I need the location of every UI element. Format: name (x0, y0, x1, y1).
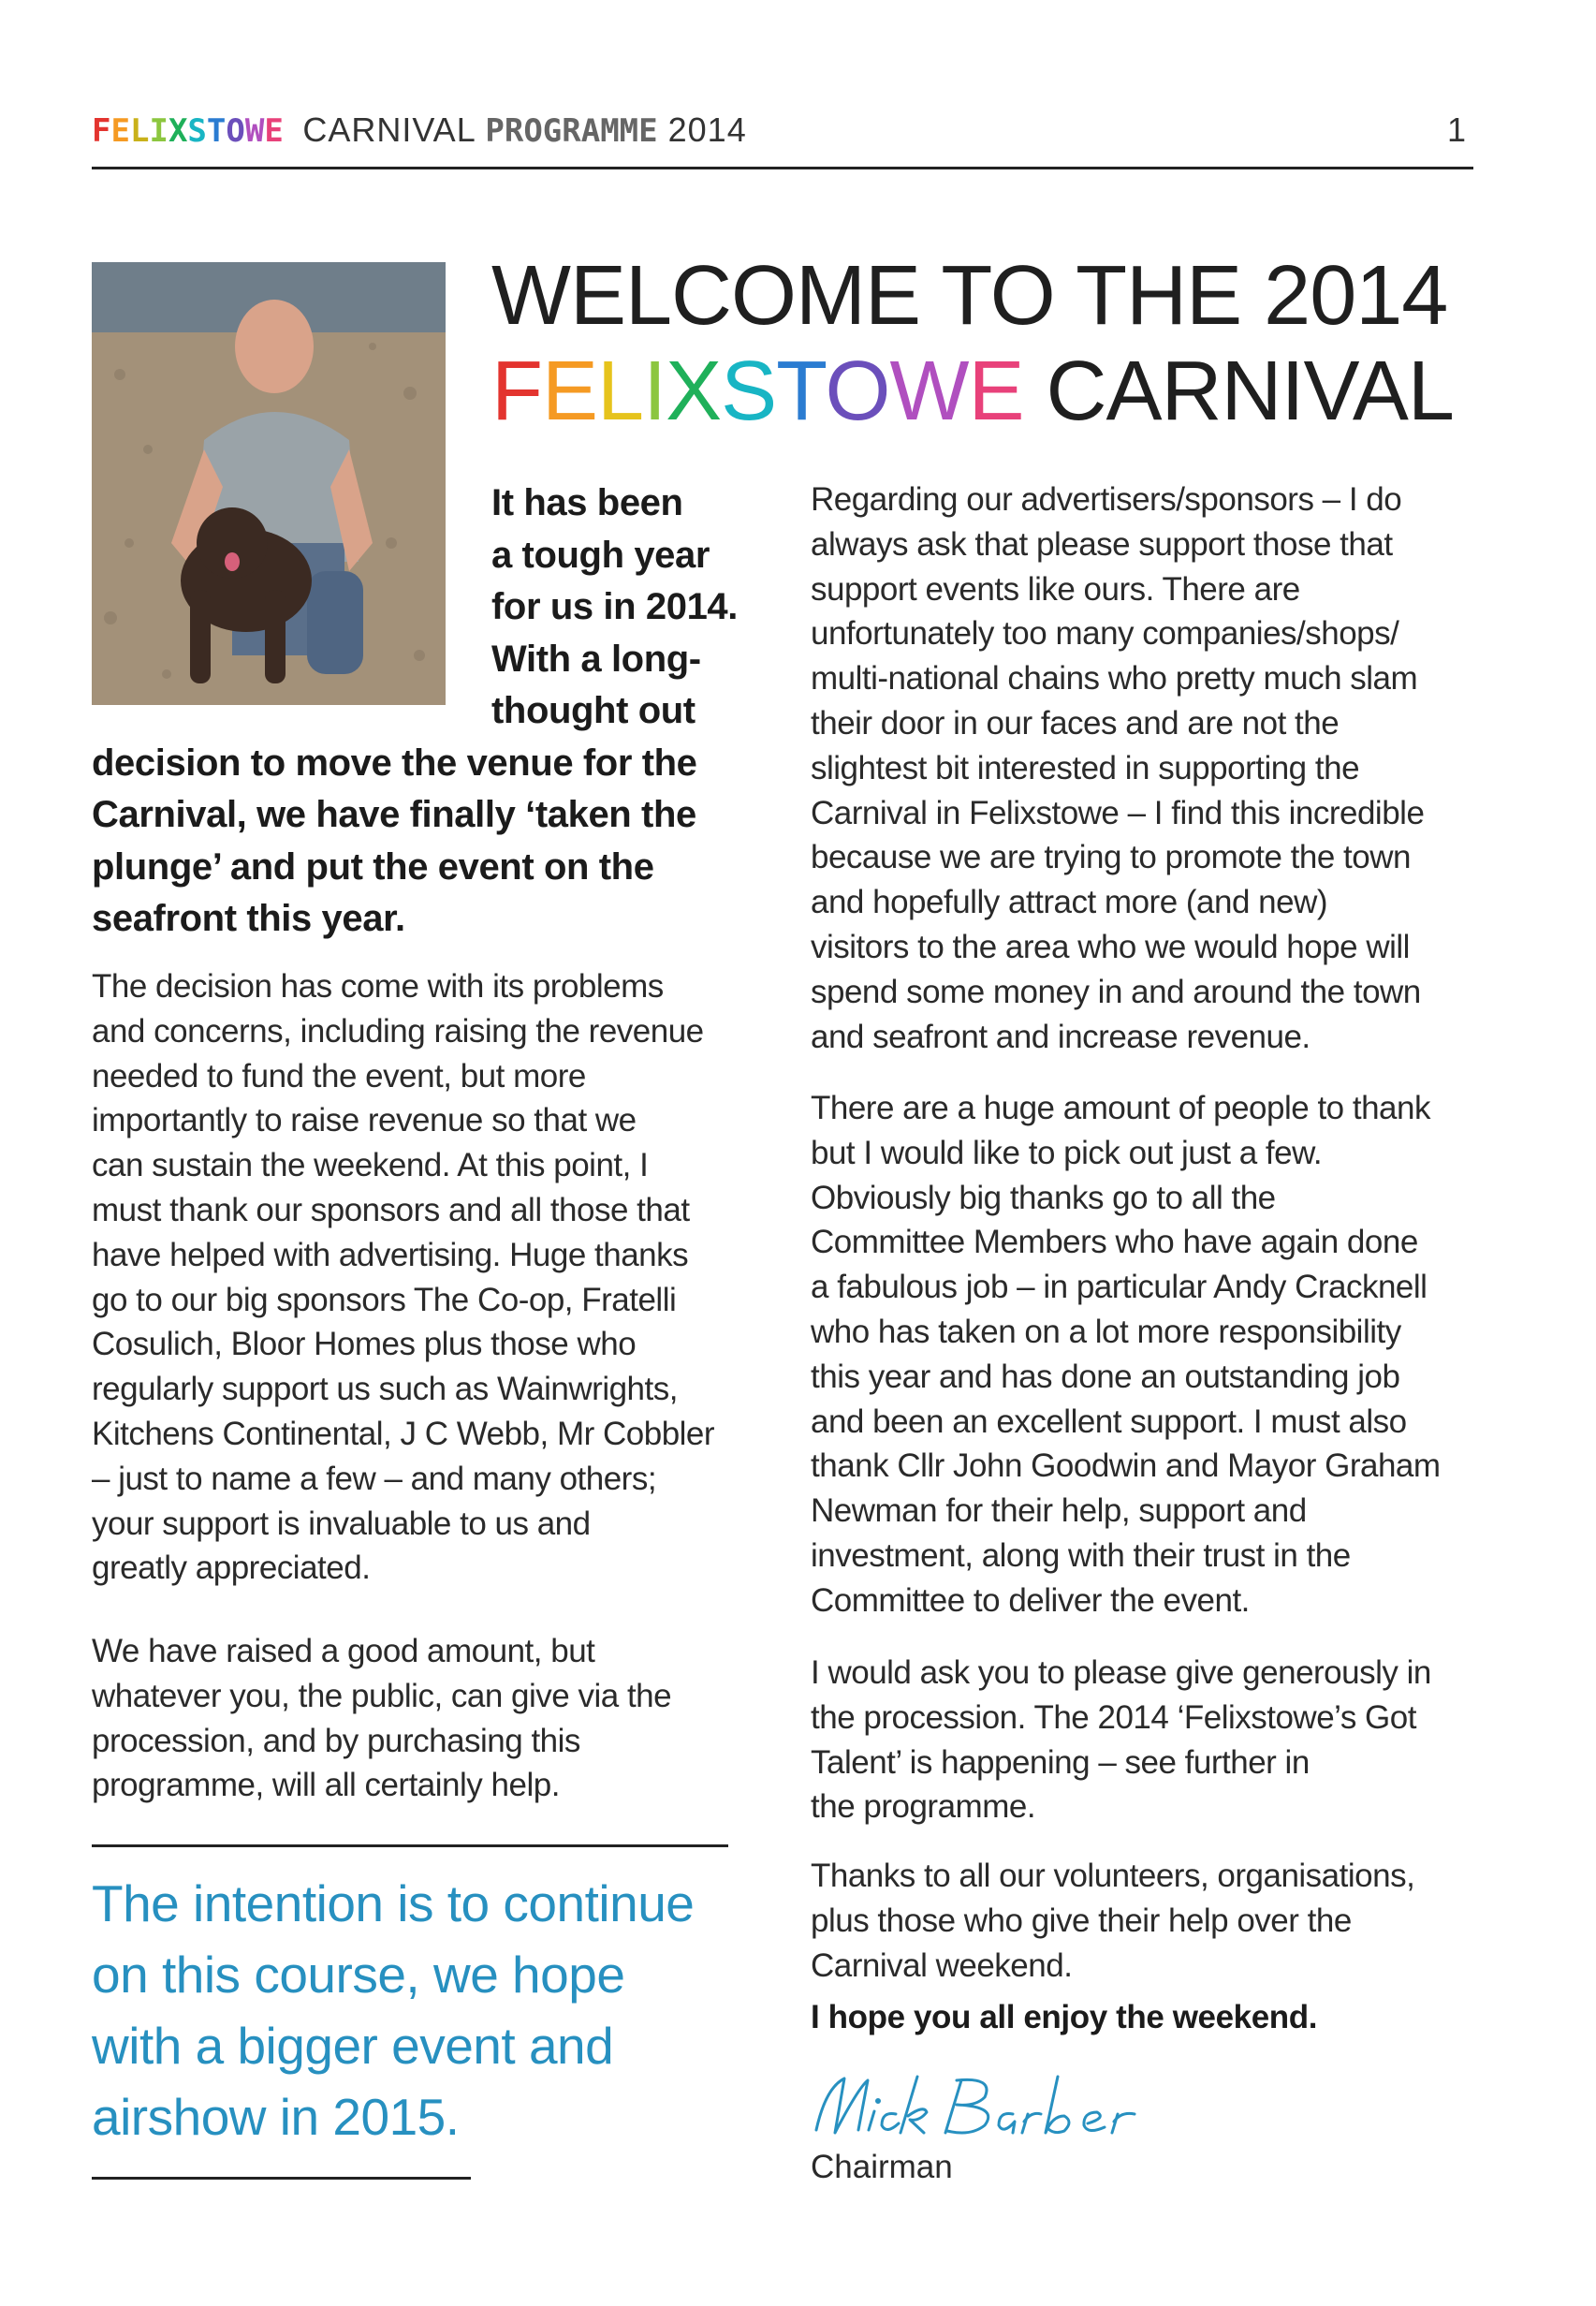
intro-line: It has been (491, 482, 683, 523)
text-line: can sustain the weekend. At this point, I (92, 1147, 649, 1184)
text-line: thank Cllr John Goodwin and Mayor Graham (811, 1447, 1441, 1485)
text-line: Kitchens Continental, J C Webb, Mr Cobbler (92, 1415, 715, 1452)
intro-line: With a long- (491, 638, 701, 680)
text-line: investment, along with their trust in the (811, 1536, 1351, 1574)
text-line: spend some money in and around the town (811, 973, 1421, 1010)
headline-letter: X (666, 345, 722, 438)
text-line: and seafront and increase revenue. (811, 1018, 1310, 1055)
text-line: I would ask you to please give generously in (811, 1654, 1431, 1691)
headline-letter: O (825, 345, 890, 438)
header-letter: I (149, 112, 168, 150)
intro-line: plunge’ and put the event on the (92, 845, 654, 888)
headline-letter: F (491, 345, 542, 438)
headline-carnival: CARNIVAL (1046, 345, 1454, 438)
header-programme: PROGRAMME (485, 112, 658, 150)
headline-letter: W (889, 345, 969, 438)
text-line: greatly appreciated. (92, 1550, 371, 1587)
page-number: 1 (1446, 110, 1466, 149)
quote-line: The intention is to continue (92, 1874, 695, 1932)
right-paragraph-3 (811, 1651, 1485, 1829)
text-line: go to our big sponsors The Co-op, Fratelli (92, 1281, 677, 1318)
text-line: The decision has come with its problems (92, 968, 664, 1005)
text-line: a fabulous job – in particular Andy Cracknell (811, 1269, 1428, 1306)
text-line: because we are trying to promote the town (811, 839, 1411, 876)
intro-line: a tough year (491, 534, 710, 576)
header-letter: S (187, 112, 207, 150)
intro-line: seafront this year. (92, 898, 405, 939)
quote-line: with a bigger event and (92, 2017, 614, 2075)
text-line: Regarding our advertisers/sponsors – I do (811, 481, 1402, 518)
text-line: Carnival weekend. (811, 1946, 1073, 1984)
text-line: procession, and by purchasing this (92, 1722, 580, 1759)
header-year: 2014 (667, 110, 747, 149)
text-line: multi-national chains who pretty much slam (811, 660, 1418, 698)
text-line: always ask that please support those that (811, 525, 1393, 563)
text-line: and concerns, including raising the revenue (92, 1012, 704, 1050)
text-line: Committee Members who have again done (811, 1224, 1418, 1261)
welcome-headline (491, 248, 1484, 439)
page-header (92, 110, 1473, 169)
text-line: the procession. The 2014 ‘Felixstowe’s Got (811, 1698, 1416, 1736)
text-line: this year and has done an outstanding job (811, 1358, 1400, 1395)
text-line: visitors to the area who we would hope will (811, 928, 1410, 965)
text-line: We have raised a good amount, but (92, 1633, 595, 1669)
header-carnival: CARNIVAL (302, 110, 476, 149)
text-line: There are a huge amount of people to thank (811, 1090, 1430, 1126)
intro-line: Carnival, we have finally ‘taken the (92, 794, 696, 835)
header-letter: L (129, 112, 150, 150)
text-line: Talent’ is happening – see further in (811, 1743, 1310, 1781)
text-line: programme, will all certainly help. (92, 1767, 560, 1804)
text-line: who has taken on a lot more responsibility (811, 1313, 1401, 1350)
intro-line: decision to move the venue for the (92, 742, 697, 784)
left-paragraph-2 (92, 1629, 766, 1808)
intro-line: for us in 2014. (491, 586, 738, 627)
text-line: regularly support us such as Wainwrights, (92, 1371, 678, 1408)
left-paragraph-1 (92, 964, 766, 1591)
quote-top-rule (92, 1844, 728, 1847)
text-line: have helped with advertising. Huge thanks (92, 1236, 689, 1273)
intro-paragraph (92, 477, 756, 946)
headline-letter: E (968, 345, 1024, 438)
text-line: but I would like to pick out just a few. (811, 1134, 1323, 1171)
header-felixstowe (92, 112, 302, 150)
header-letter: F (92, 112, 111, 150)
headline-line-2 (491, 344, 1484, 439)
text-line: Thanks to all our volunteers, organisations, (811, 1858, 1415, 1894)
headline-letter: E (541, 345, 598, 438)
right-paragraph-4 (811, 1854, 1485, 1988)
text-line: and hopefully attract more (and new) (811, 884, 1328, 921)
header-letter: E (110, 112, 130, 150)
text-line: slightest bit interested in supporting the (811, 749, 1360, 786)
headline-letter: T (776, 345, 826, 438)
header-letter: E (264, 112, 284, 150)
chairman-signature (807, 2060, 1163, 2153)
text-line: unfortunately too many companies/shops/ (811, 615, 1399, 653)
header-letter: X (168, 112, 188, 150)
text-line: support events like ours. There are (811, 570, 1300, 608)
text-line: the programme. (811, 1788, 1036, 1826)
right-paragraph-2 (811, 1086, 1485, 1623)
headline-line-1: WELCOME TO THE 2014 (491, 249, 1448, 343)
headline-letter: S (721, 345, 777, 438)
headline-letter: I (643, 345, 666, 438)
text-line: Cosulich, Bloor Homes plus those who (92, 1326, 637, 1363)
signatory-role: Chairman (811, 2149, 953, 2185)
text-line: Obviously big thanks go to all the (811, 1179, 1276, 1216)
header-letter: O (226, 112, 245, 150)
text-line: your support is invaluable to us and (92, 1505, 591, 1542)
text-line: Newman for their help, support and (811, 1492, 1307, 1530)
text-line: and been an excellent support. I must also (811, 1403, 1407, 1440)
right-paragraph-1 (811, 477, 1485, 1059)
text-line: must thank our sponsors and all those that (92, 1191, 690, 1228)
pull-quote (92, 1868, 766, 2152)
headline-letter: L (597, 345, 644, 438)
quote-bottom-rule (92, 2177, 471, 2180)
quote-line: on this course, we hope (92, 1946, 625, 2004)
header-letter: T (206, 112, 227, 150)
text-line: – just to name a few – and many others; (92, 1460, 657, 1497)
text-line: plus those who give their help over the (811, 1902, 1352, 1939)
quote-line: airshow in 2015. (92, 2088, 460, 2146)
text-line: needed to fund the event, but more (92, 1057, 586, 1094)
headline-felixstowe (491, 345, 1024, 438)
text-line: Committee to deliver the event. (811, 1581, 1250, 1619)
text-line: their door in our faces and are not the (811, 704, 1340, 742)
text-line: importantly to raise revenue so that we (92, 1102, 637, 1139)
text-line: whatever you, the public, can give via the (92, 1677, 672, 1714)
intro-line: thought out (491, 690, 696, 731)
text-line: Carnival in Felixstowe – I find this incredible (811, 794, 1425, 831)
closing-line: I hope you all enjoy the weekend. (811, 1999, 1318, 2035)
publication-title (92, 110, 747, 150)
header-letter: W (244, 112, 265, 150)
